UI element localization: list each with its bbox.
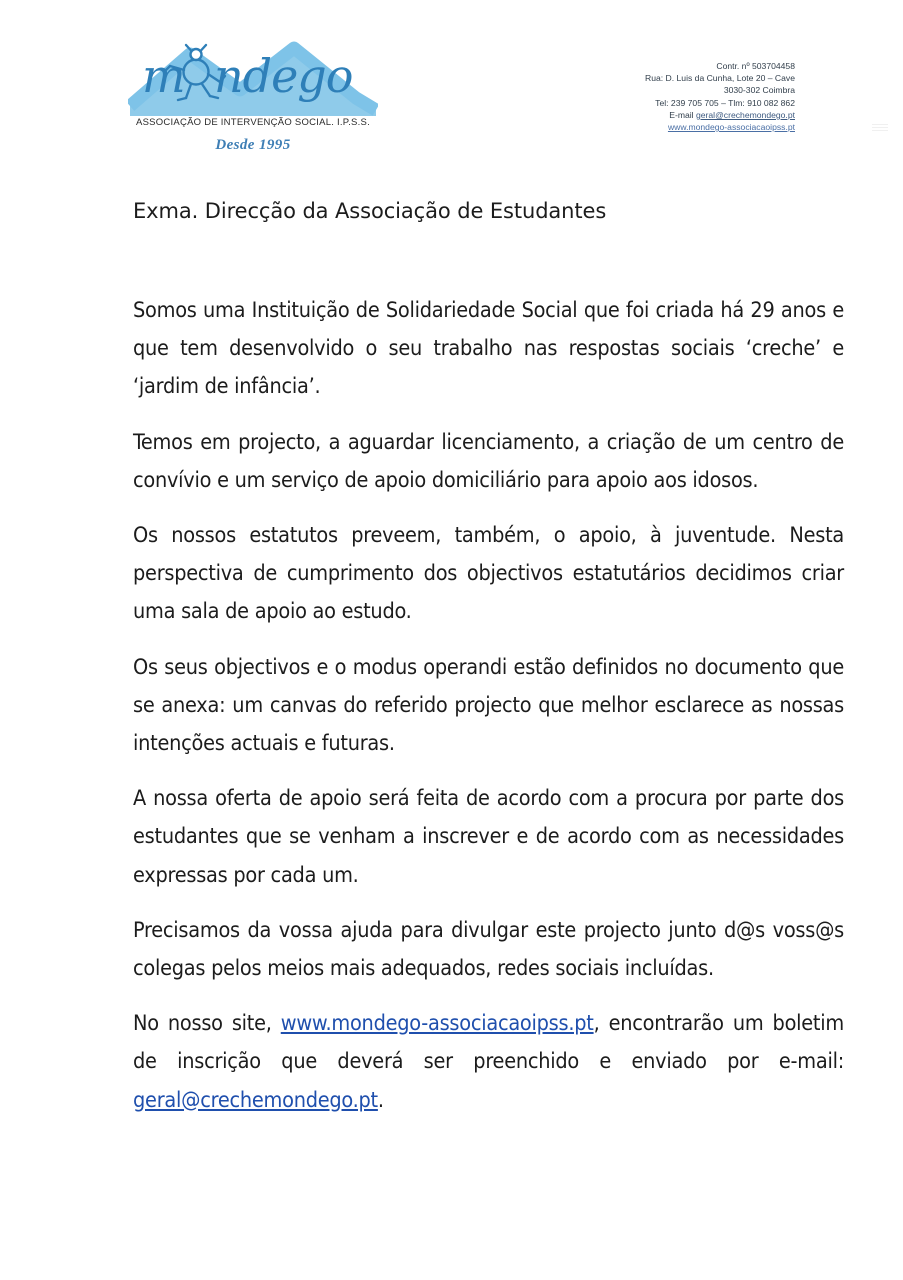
svg-text:m: m	[142, 49, 185, 103]
final-text-middle: , encontrarão um boletim de inscrição que deverá ser preenchido e enviado por e-mail:	[133, 1011, 844, 1075]
contact-email-line	[645, 109, 795, 121]
salutation: Exma. Direcção da Associação de Estudantes	[133, 199, 607, 223]
letterhead	[0, 0, 903, 180]
organization-logo	[118, 38, 388, 154]
paragraph-6: Precisamos da vossa ajuda para divulgar este projecto junto d@s voss@s colegas pelos meios mais adequados, redes sociais incluídas.	[133, 917, 844, 982]
email-link[interactable]: geral@crechemondego.pt	[133, 1087, 378, 1113]
paragraph-5: A nossa oferta de apoio será feita de acordo com a procura por parte dos estudantes que se venham a inscrever e de acordo com as necessidades expressas por cada um.	[133, 786, 844, 888]
logo-wave-graphic	[128, 38, 378, 116]
contact-postal-city: 3030-302 Coimbra	[723, 85, 795, 96]
paragraph-4: Os seus objectivos e o modus operandi estão definidos no documento que se anexa: um canvas do referido projecto que melhor esclarece as nossas intenções actuais e futuras.	[133, 654, 844, 757]
contact-phones: Tel: 239 705 705 – Tlm: 910 082 862	[655, 97, 795, 108]
paragraph-2: Temos em projecto, a aguardar licenciamento, a criação de um centro de convívio e um serviço de apoio domiciliário para apoio aos idosos.	[133, 429, 844, 493]
paragraph-7-with-links	[133, 1005, 844, 1120]
scan-artifact	[868, 122, 890, 134]
letter-body	[133, 196, 844, 1120]
logo-tagline: ASSOCIAÇÃO DE INTERVENÇÃO SOCIAL. I.P.S.S.	[136, 117, 370, 128]
final-text-after-email: .	[377, 1087, 384, 1113]
logo-since-year: Desde 1995	[215, 137, 291, 153]
mondego-logo-mark	[128, 38, 378, 116]
svg-text:ndego: ndego	[214, 49, 353, 103]
paragraph-1: Somos uma Instituição de Solidariedade Social que foi criada há 29 anos e que tem desenvolvido o seu trabalho nas respostas sociais ‘creche’ e ‘jardim de infância’.	[133, 298, 844, 400]
contact-website-link[interactable]: www.mondego-associacaoipss.pt	[667, 122, 795, 133]
contact-address: Rua: D. Luis da Cunha, Lote 20 – Cave	[644, 73, 795, 84]
contact-email-label: E-mail	[669, 109, 694, 120]
contact-email-link[interactable]: geral@crechemondego.pt	[695, 109, 795, 120]
paragraph-3: Os nossos estatutos preveem, também, o apoio, à juventude. Nesta perspectiva de cumprimento dos objectivos estatutários decidimos criar uma sala de apoio ao estudo.	[133, 523, 844, 625]
final-text-before-site: No nosso site,	[133, 1011, 281, 1037]
contact-details	[645, 60, 795, 133]
contact-website-line	[645, 121, 795, 133]
contact-contribuinte: Contr. nº 503704458	[716, 61, 795, 71]
website-link[interactable]: www.mondego-associacaoipss.pt	[280, 1011, 594, 1037]
